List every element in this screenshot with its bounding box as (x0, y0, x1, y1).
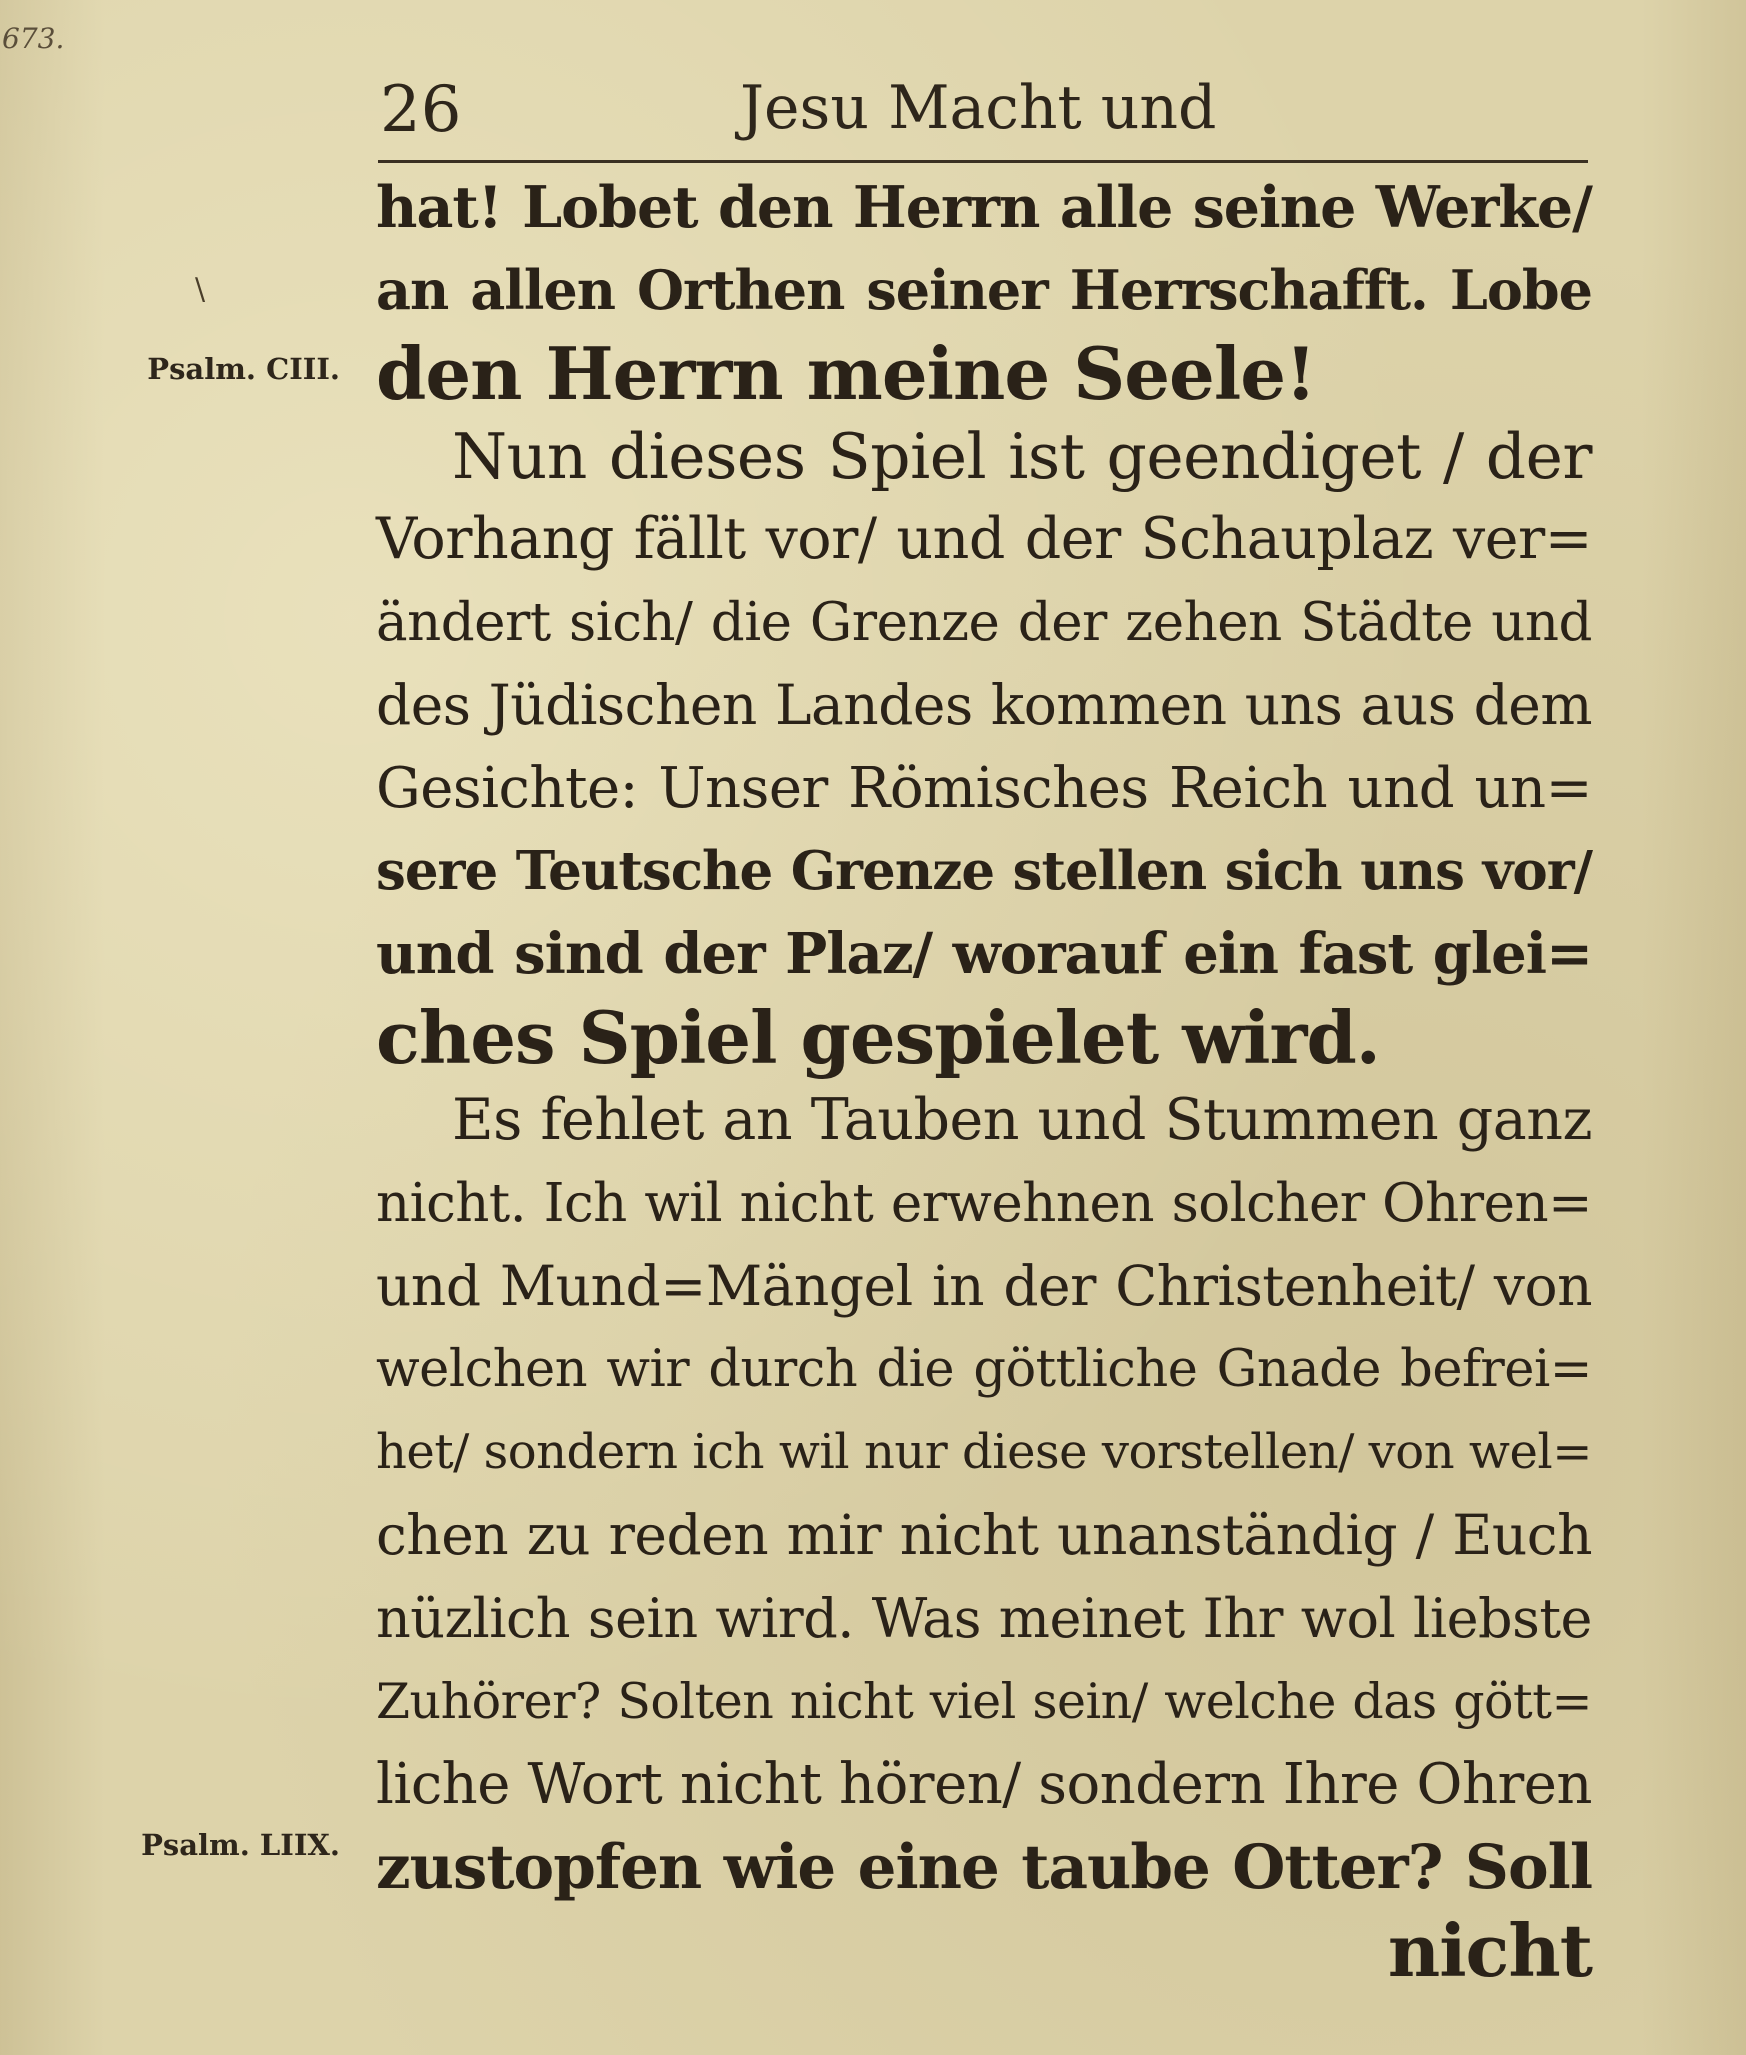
text-line: und sind der Plaz/ worauf ein fast glei= (376, 921, 1592, 987)
margin-tick-mark: \ (195, 272, 206, 307)
text-line: Vorhang fällt vor/ und der Schauplaz ver= (376, 506, 1592, 572)
text-line: Zuhörer? Solten nicht viel sein/ welche das gött= (376, 1673, 1592, 1730)
text-line: nüzlich sein wird. Was meinet Ihr wol liebste (376, 1587, 1592, 1650)
text-line: den Herrn meine Seele! (376, 331, 1316, 416)
text-line: ches Spiel gespielet wird. (376, 995, 1380, 1080)
text-line: zustopfen wie eine taube Otter? Soll (376, 1832, 1592, 1903)
text-line: ändert sich/ die Grenze der zehen Städte und (376, 592, 1592, 653)
text-line: chen zu reden mir nicht unanständig / Euch (376, 1503, 1592, 1567)
text-line: sere Teutsche Grenze stellen sich uns vor/ (376, 840, 1592, 902)
body-text (376, 166, 1592, 1992)
page-number: 26 (380, 73, 462, 147)
text-line: hat! Lobet den Herrn alle seine Werke/ (376, 174, 1592, 241)
text-line: an allen Orthen seiner Herrschafft. Lobe (376, 258, 1592, 322)
text-line: welchen wir durch die göttliche Gnade befrei= (376, 1340, 1592, 1399)
text-line: des Jüdischen Landes kommen uns aus dem (376, 673, 1592, 737)
running-head: Jesu Macht und (740, 73, 1217, 143)
text-line: Gesichte: Unser Römisches Reich und un= (376, 756, 1592, 821)
text-line: nicht. Ich wil nicht erwehnen solcher Ohren= (376, 1173, 1592, 1234)
margin-note-psalm-58: Psalm. LIIX. (141, 1828, 340, 1862)
header-rule (378, 160, 1588, 163)
corner-note: 673. (2, 22, 65, 55)
text-line: Es fehlet an Tauben und Stummen ganz (452, 1087, 1592, 1153)
text-line: Nun dieses Spiel ist geendiget / der (452, 420, 1592, 493)
margin-note-psalm-103: Psalm. CIII. (147, 352, 340, 386)
text-line: het/ sondern ich wil nur diese vorstellen/ von wel= (376, 1424, 1592, 1480)
text-line: liche Wort nicht hören/ sondern Ihre Ohren (376, 1752, 1592, 1817)
text-line: und Mund=Mängel in der Christenheit/ von (376, 1254, 1592, 1318)
catchword: nicht (1387, 1908, 1592, 1993)
